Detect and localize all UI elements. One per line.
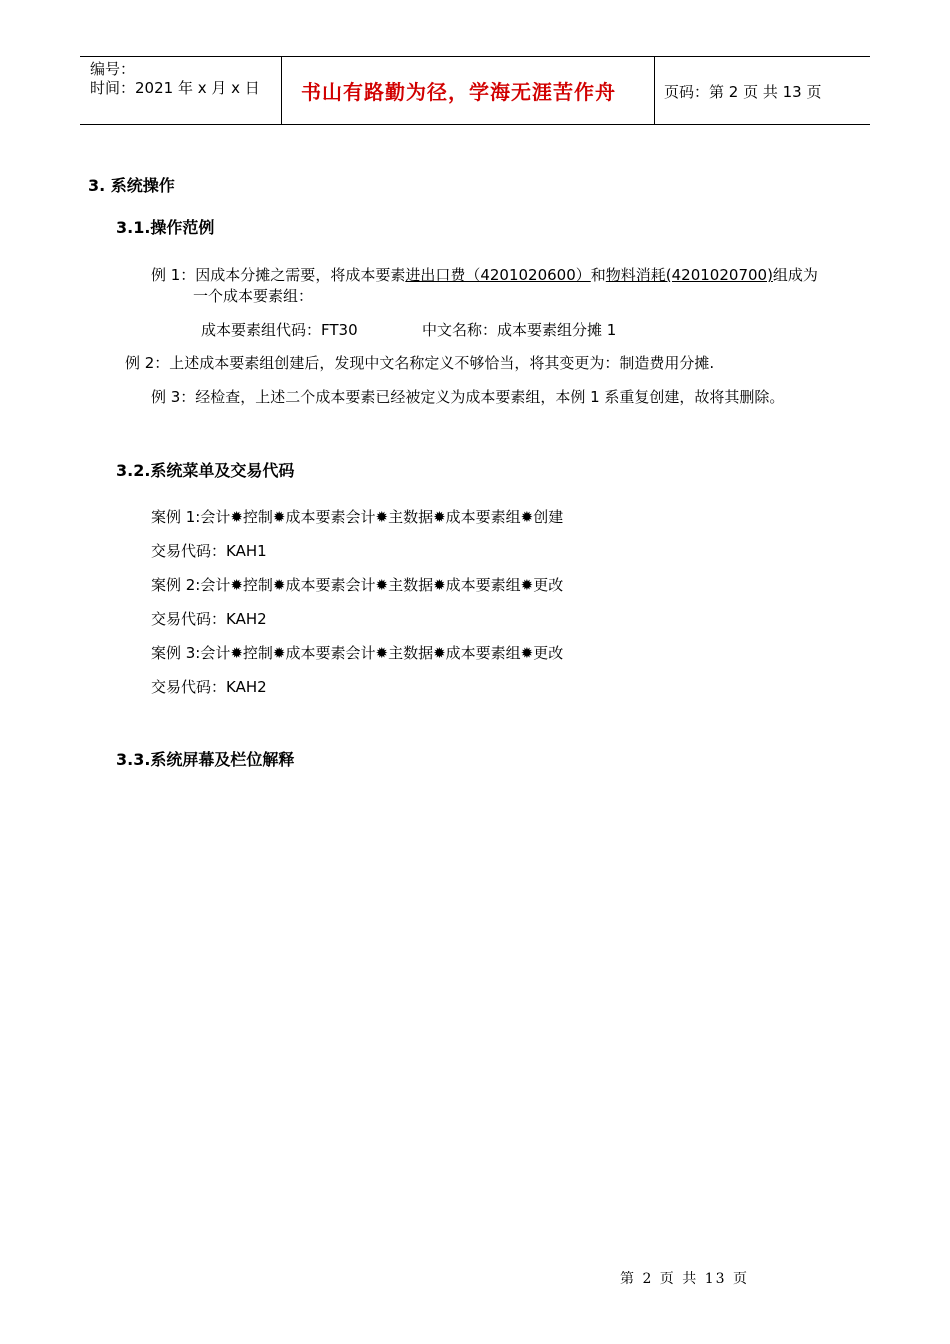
menu-path-case-1: 案例 1:会计✹控制✹成本要素会计✹主数据✹成本要素组✹创建 (151, 508, 564, 526)
transaction-code-2: 交易代码：KAH2 (151, 610, 267, 628)
section-heading-3-2: 3.2.系统菜单及交易代码 (116, 461, 295, 480)
menu-path-case-3: 案例 3:会计✹控制✹成本要素会计✹主数据✹成本要素组✹更改 (151, 644, 564, 662)
header-divider-left (281, 56, 282, 125)
example-2: 例 2：上述成本要素组创建后，发现中文名称定义不够恰当，将其变更为：制造费用分摊. (125, 354, 715, 372)
time-label: 时间：2021 年 x 月 x 日 (90, 79, 260, 97)
header-bottom-border (80, 124, 870, 125)
cost-element-import-export: 进出口费（4201020600） (405, 266, 591, 284)
example-1-line-2: 一个成本要素组： (193, 287, 314, 305)
transaction-code-1: 交易代码：KAH1 (151, 542, 267, 560)
example-1-suffix: 组成为 (772, 266, 818, 284)
header-motto: 书山有路勤为径，学海无涯苦作舟 (301, 80, 616, 104)
header-top-border (80, 56, 870, 57)
section-heading-3: 3. 系统操作 (88, 176, 175, 195)
example-1-group-code: 成本要素组代码：FT30 (201, 321, 358, 339)
example-1-prefix: 例 1：因成本分摊之需要，将成本要素 (151, 266, 406, 284)
example-1-chinese-name: 中文名称：成本要素组分摊 1 (422, 321, 617, 339)
transaction-code-3: 交易代码：KAH2 (151, 678, 267, 696)
section-heading-3-1: 3.1.操作范例 (116, 218, 215, 237)
menu-path-case-2: 案例 2:会计✹控制✹成本要素会计✹主数据✹成本要素组✹更改 (151, 576, 564, 594)
example-1-line-1 (151, 265, 818, 285)
footer-page-number: 第 2 页 共 13 页 (620, 1271, 749, 1287)
example-1-mid: 和 (590, 266, 606, 284)
page-info: 页码：第 2 页 共 13 页 (664, 83, 822, 101)
example-3: 例 3：经检查，上述二个成本要素已经被定义为成本要素组，本例 1 系重复创建，故将其删除。 (151, 388, 785, 406)
section-heading-3-3: 3.3.系统屏幕及栏位解释 (116, 750, 295, 769)
cost-element-material: 物料消耗(4201020700) (605, 266, 773, 284)
header-divider-right (654, 56, 655, 125)
doc-number-label: 编号： (90, 60, 136, 78)
